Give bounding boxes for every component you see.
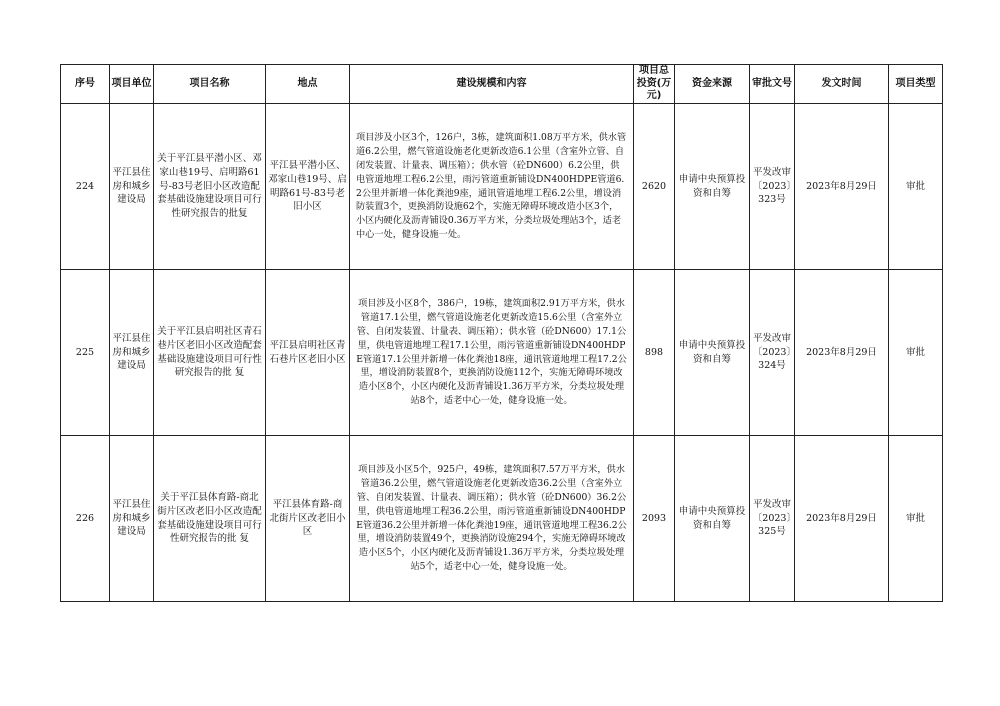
cell-location: 平江县平潜小区、邓家山巷19号、启明路61号-83号老旧小区 xyxy=(266,104,350,270)
project-approval-table xyxy=(60,64,943,602)
cell-date: 2023年8月29日 xyxy=(795,104,889,270)
cell-location: 平江县体育路-商北街片区改老旧小区 xyxy=(266,436,350,602)
cell-seq: 225 xyxy=(61,270,110,436)
cell-content: 项目涉及小区8个，386户，19栋，建筑面积2.91万平方米，供水管道17.1公里，燃气管道设施老化更新改造15.6公里（含室外立管、自闭发装置、计量表、调压箱）；供水管（砼DN600）17.1公里，供电管道地埋工程17.1公里，雨污管道重新铺设DN400HDPE管道17.1公里并新增一体化粪池18座，通讯管道地埋工程17.2公里，增设消防装置8个，更换消防设施112个，实施无障碍环境改造小区8个，小区内硬化及沥青铺设1.36万平方米，分类垃圾处理站8个，适老中心一处，健身设施一处。 xyxy=(350,270,634,436)
cell-name: 关于平江县启明社区青石巷片区老旧小区改造配套基础设施建设项目可行性研究报告的批 复 xyxy=(154,270,266,436)
table-header-row xyxy=(61,65,943,104)
cell-date: 2023年8月29日 xyxy=(795,270,889,436)
cell-content: 项目涉及小区5个，925户，49栋，建筑面积7.57万平方米，供水管道36.2公里，燃气管道设施老化更新改造36.2公里（含室外立管、自闭发装置、计量表、调压箱）；供水管（砼DN600）36.2公里，供电管道地埋工程36.2公里，雨污管道重新铺设DN400HDPE管道36.2公里并新增一体化粪池19座，通讯管道地埋工程36.2公里，增设消防装置49个，更换消防设施294个，实施无障碍环境改造小区5个，小区内硬化及沥青铺设1.36万平方米，分类垃圾处理站5个，适老中心一处，健身设施一处。 xyxy=(350,436,634,602)
cell-location: 平江县启明社区青石巷片区老旧小区 xyxy=(266,270,350,436)
cell-funding: 申请中央预算投资和自筹 xyxy=(675,270,750,436)
header-investment: 项目总投资(万元) xyxy=(634,65,675,104)
cell-approval: 平发改审〔2023〕324号 xyxy=(750,270,795,436)
cell-approval: 平发改审〔2023〕325号 xyxy=(750,436,795,602)
cell-content: 项目涉及小区3个，126户，3栋，建筑面积1.08万平方米，供水管道6.2公里，燃气管道设施老化更新改造6.1公里（含室外立管、自闭发装置、计量表、调压箱）；供水管（砼DN600）6.2公里，供电管道地埋工程6.2公里，雨污管道重新铺设DN400HDPE管道6.2公里并新增一体化粪池9座，通讯管道地埋工程6.2公里，增设消防装置3个，更换消防设施62个，实施无障碍环境改造小区3个，小区内硬化及沥青铺设0.36万平方米，分类垃圾处理站3个，适老中心一处，健身设施一处。 xyxy=(350,104,634,270)
cell-type: 审批 xyxy=(889,270,943,436)
header-type: 项目类型 xyxy=(889,65,943,104)
cell-investment: 2093 xyxy=(634,436,675,602)
header-content: 建设规模和内容 xyxy=(350,65,634,104)
table-row xyxy=(61,436,943,602)
cell-name: 关于平江县体育路-商北街片区改老旧小区改造配套基础设施建设项目可行性研究报告的批 复 xyxy=(154,436,266,602)
table-row xyxy=(61,270,943,436)
cell-approval: 平发改审〔2023〕323号 xyxy=(750,104,795,270)
cell-type: 审批 xyxy=(889,436,943,602)
cell-funding: 申请中央预算投资和自筹 xyxy=(675,436,750,602)
cell-unit: 平江县住房和城乡建设局 xyxy=(110,436,154,602)
cell-date: 2023年8月29日 xyxy=(795,436,889,602)
cell-seq: 224 xyxy=(61,104,110,270)
header-unit: 项目单位 xyxy=(110,65,154,104)
header-date: 发文时间 xyxy=(795,65,889,104)
cell-type: 审批 xyxy=(889,104,943,270)
cell-name: 关于平江县平潜小区、邓家山巷19号、启明路61号-83号老旧小区改造配套基础设施建设项目可行性研究报告的批复 xyxy=(154,104,266,270)
cell-seq: 226 xyxy=(61,436,110,602)
cell-investment: 2620 xyxy=(634,104,675,270)
header-seq: 序号 xyxy=(61,65,110,104)
cell-funding: 申请中央预算投资和自筹 xyxy=(675,104,750,270)
header-name: 项目名称 xyxy=(154,65,266,104)
header-funding: 资金来源 xyxy=(675,65,750,104)
cell-investment: 898 xyxy=(634,270,675,436)
cell-unit: 平江县住房和城乡建设局 xyxy=(110,270,154,436)
header-location: 地点 xyxy=(266,65,350,104)
cell-unit: 平江县住房和城乡建设局 xyxy=(110,104,154,270)
table-row xyxy=(61,104,943,270)
header-approval: 审批文号 xyxy=(750,65,795,104)
